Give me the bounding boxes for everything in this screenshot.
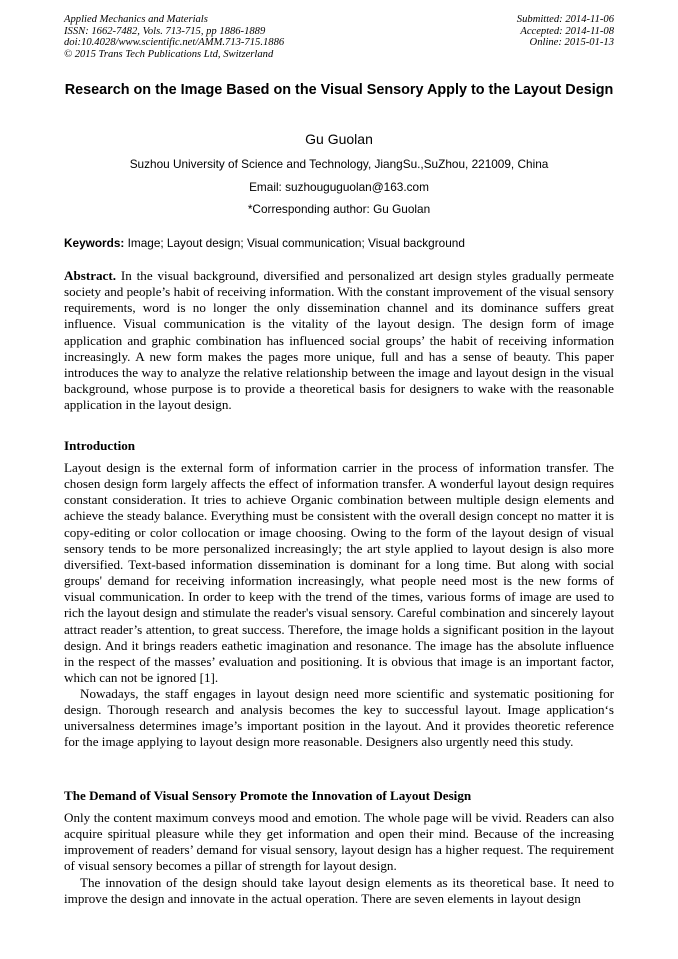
introduction-paragraph-1: Layout design is the external form of information carrier in the process of information transfer. The chosen design form largely affects the effect of information transfer. A wonderful layout design requires constant consideration. It tries to achieve Organic combination between multiple design elements and achieve the steady balance. Everything must be consistent with the overall design concept no matter it is copy-editing or color collocation or image choosing. Owing to the form of the layout design of visual sensory tends to be more personalized increasingly; the art style applied to layout design is also more diversified. Text-based information dissemination is dominant for a long time. But along with social groups' demand for receiving information increasingly, what people need most is the new forms of visual communication. In order to keep with the trend of the times, various forms of image are used to rich the layout design and stimulate the reader's visual sensory. Careful combination and sincerely layout attract reader’s attention, to great success. Therefore, the image holds a significant position in the layout design. And it brings readers eathetic imagination and resonance. The image has the absolute influence in the respect of the masses’ evaluation and positioning. It is obvious that image is an important factor, which can not be ignored [1].	[64, 460, 614, 686]
keywords-label: Keywords:	[64, 236, 125, 250]
abstract-label: Abstract.	[64, 268, 116, 283]
corresponding-author: *Corresponding author: Gu Guolan	[247, 202, 431, 216]
keywords	[64, 235, 614, 251]
online-date: Online: 2015-01-13	[529, 37, 614, 49]
journal-copyright: © 2015 Trans Tech Publications Ltd, Switzerland	[64, 48, 274, 60]
abstract-text: In the visual background, diversified and personalized art design styles gradually permeate society and people’s habit of receiving information. With the constant improvement of the visual sensory requirements, word is no longer the only dissemination channel and its dominance suffers great influence. Visual communication is the vitality of the layout design. The design form of image application and graphic combination has influenced social groups’ the habit of receiving information increasingly. A new form makes the pages more unique, full and has a sense of beauty. This paper introduces the way to analyze the relative relationship between the image and layout design in the visual background, whose purpose is to provide a theoretical basis for designers to wake with the reasonable application in the layout design.	[64, 268, 614, 413]
section-heading-demand: The Demand of Visual Sensory Promote the Innovation of Layout Design	[64, 788, 472, 803]
author-name: Gu Guolan	[305, 131, 373, 147]
journal-header	[64, 14, 284, 60]
abstract	[64, 268, 614, 413]
submission-dates	[517, 14, 614, 49]
accepted-date: Accepted: 2014-11-08	[520, 25, 614, 37]
journal-name: Applied Mechanics and Materials	[64, 14, 208, 25]
journal-issn: ISSN: 1662-7482, Vols. 713-715, pp 1886-1889	[64, 25, 266, 37]
demand-paragraph-1: Only the content maximum conveys mood and emotion. The whole page will be vivid. Readers can also acquire spiritual pleasure while they get information and open their mind. Because of the increasing improvement of readers’ demand for visual sensory, layout design has a higher request. The requirement of visual sensory becomes a pillar of strength for layout design.	[64, 810, 614, 874]
journal-doi: doi:10.4028/www.scientific.net/AMM.713-715.1886	[64, 37, 285, 49]
author-email: Email: suzhouguguolan@163.com	[249, 180, 429, 194]
paper-title: Research on the Image Based on the Visual Sensory Apply to the Layout Design	[64, 82, 614, 98]
author-affiliation: Suzhou University of Science and Technology, JiangSu.,SuZhou, 221009, China	[129, 157, 549, 171]
introduction-paragraph-2: Nowadays, the staff engages in layout design need more scientific and systematic positioning for design. Thorough research and analysis becomes the key to successful layout. Image application‘s universalness determines image’s important position in the layout. And it provides theoretic reference for the image applying to layout design more reasonable. Designers also urgently need this study.	[64, 686, 614, 750]
section-heading-introduction: Introduction	[64, 438, 136, 453]
keywords-list: Image; Layout design; Visual communication; Visual background	[127, 236, 465, 250]
demand-paragraph-2: The innovation of the design should take layout design elements as its theoretical base. It need to improve the design and innovate in the actual operation. There are seven elements in layout design	[64, 875, 614, 907]
submitted-date: Submitted: 2014-11-06	[516, 14, 614, 25]
